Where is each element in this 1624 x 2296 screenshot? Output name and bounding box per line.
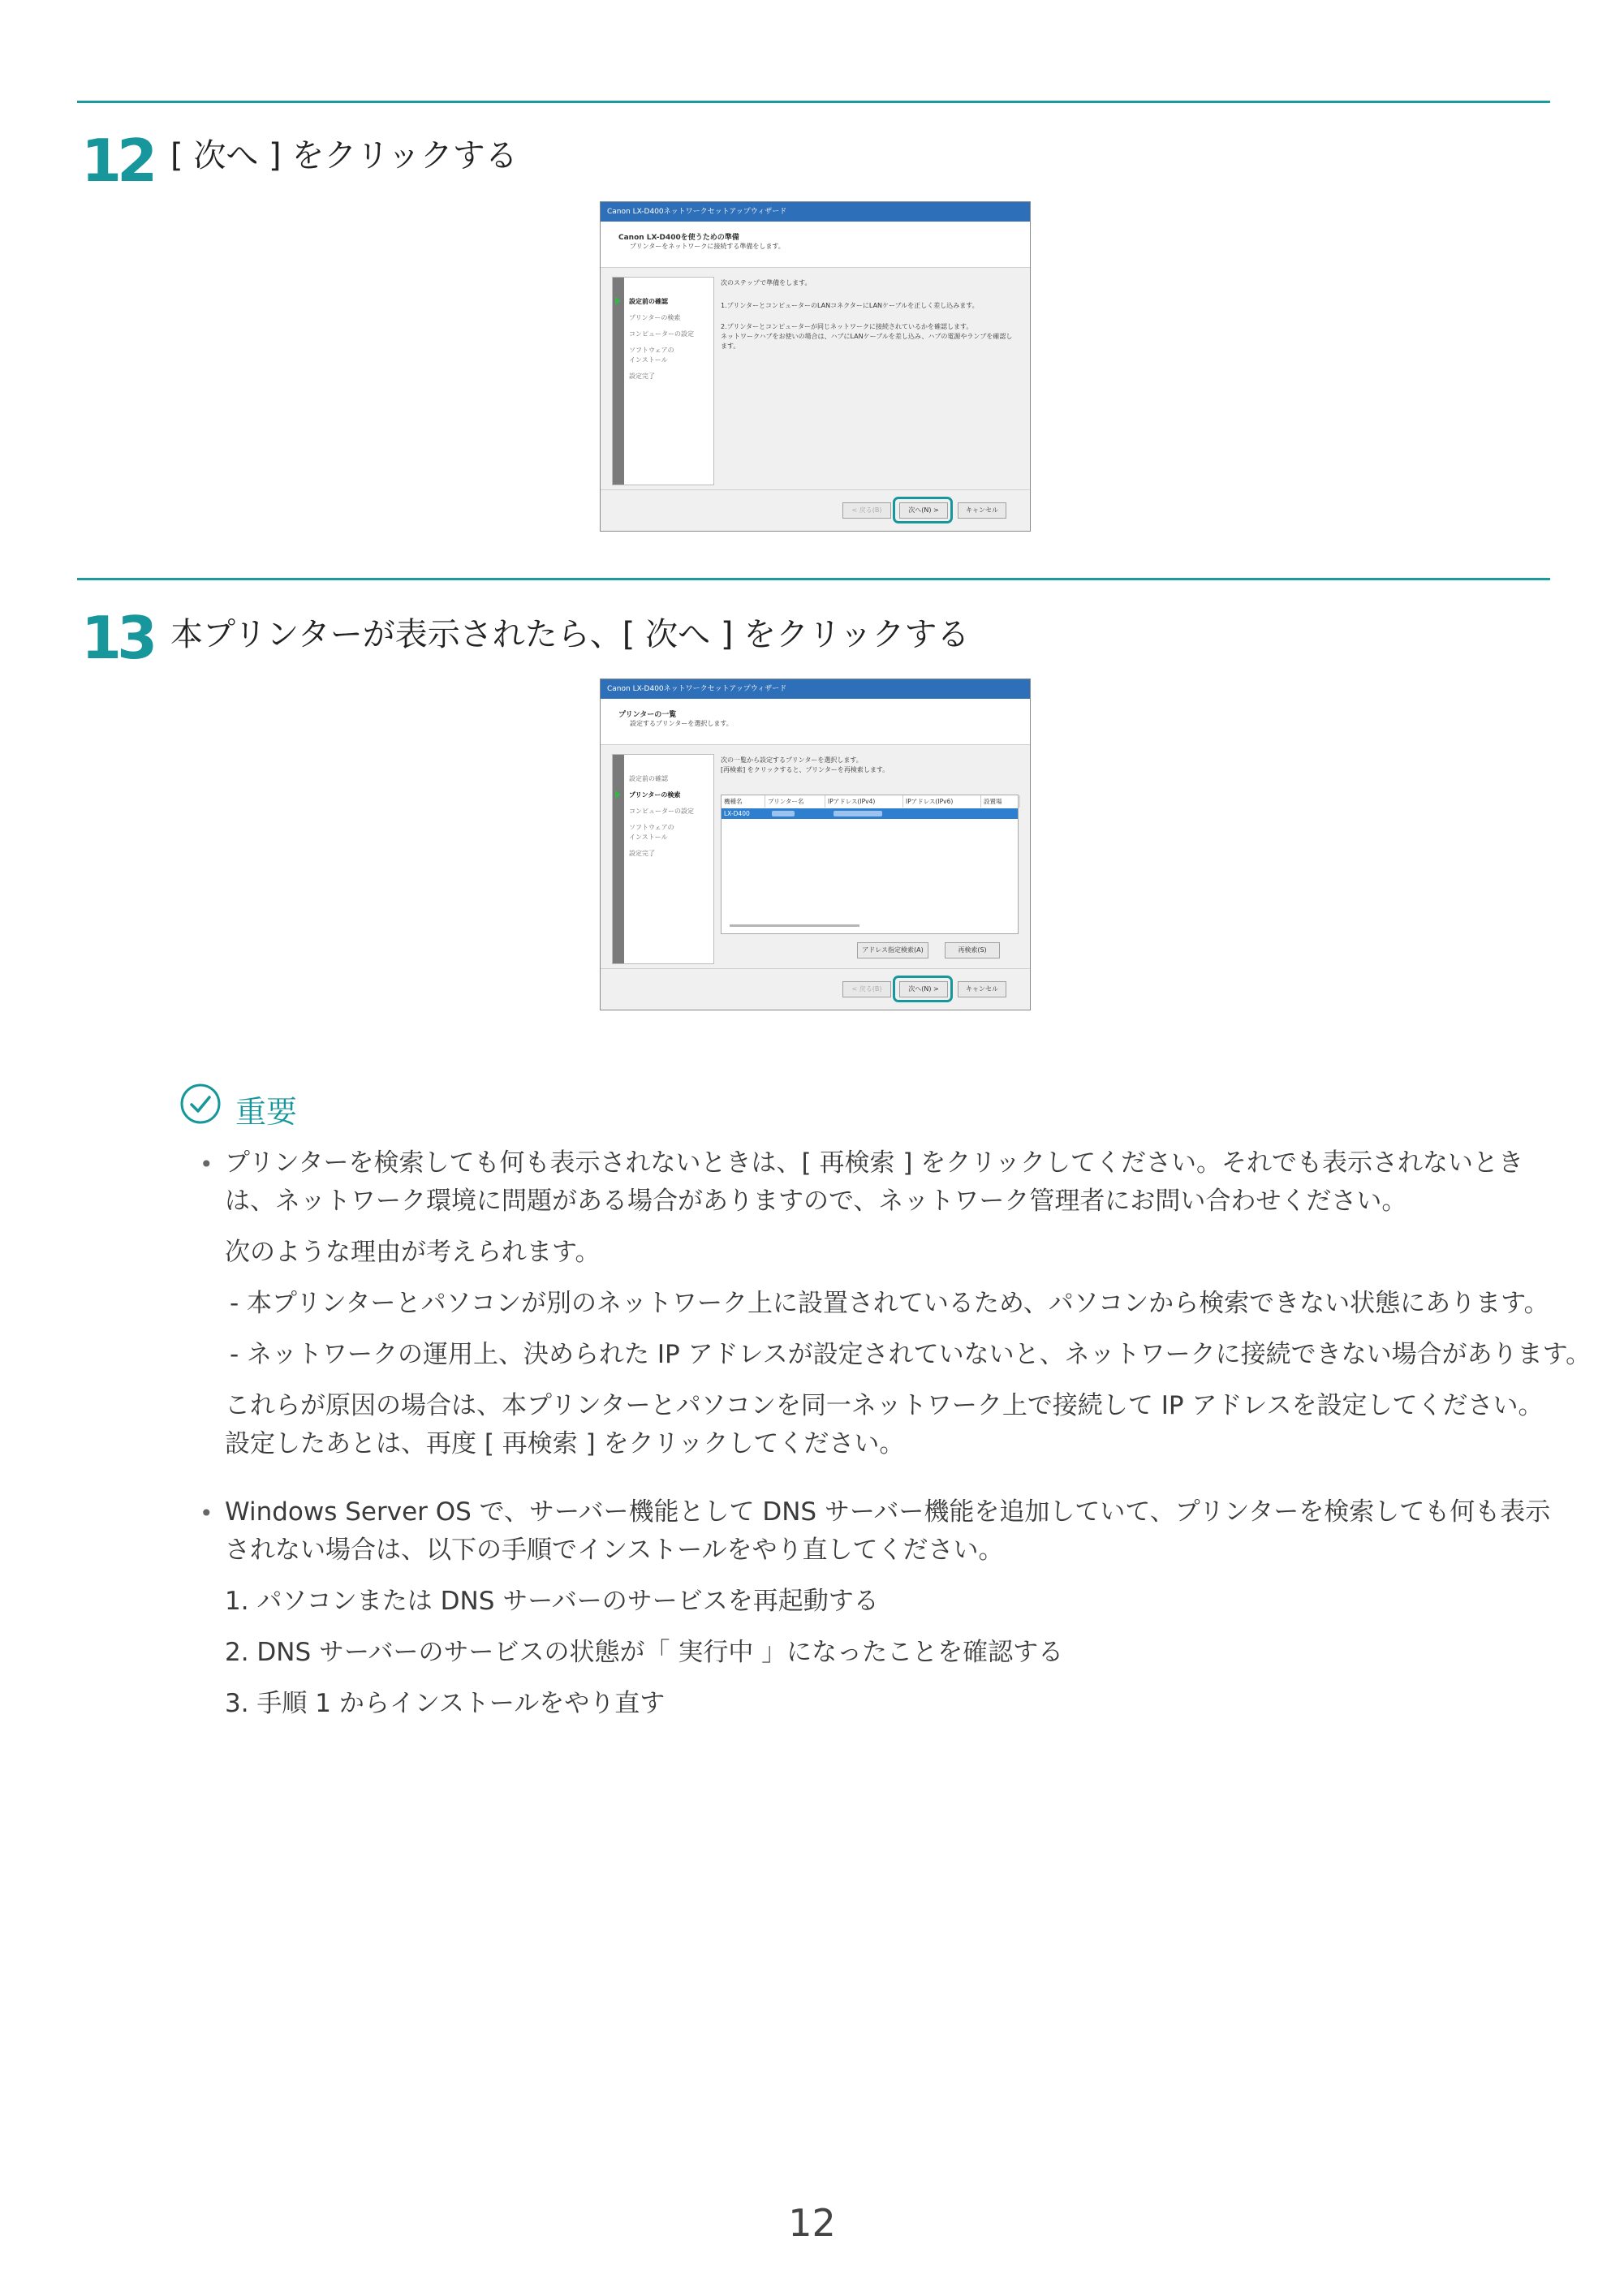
bullet-dot: • xyxy=(200,1151,213,1178)
important-title: 重要 xyxy=(235,1094,298,1130)
note-line: 次のような理由が考えられます。 xyxy=(225,1238,601,1267)
note-line: - 本プリンターとパソコンが別のネットワーク上に設置されているため、パソコンから検索できない状態にあります。 xyxy=(230,1289,1549,1318)
step-number-13: 13 xyxy=(81,604,153,672)
note-line: は、ネットワーク環境に問題がある場合がありますので、ネットワーク管理者にお問い合わせください。 xyxy=(225,1187,1407,1216)
note-line: これらが原因の場合は、本プリンターとパソコンを同一ネットワーク上で接続して IP アドレスを設定してください。 xyxy=(225,1391,1544,1420)
body-line: 1.プリンターとコンピューターのLANコネクターにLANケーブルを正しく差し込みます。 xyxy=(721,302,979,309)
printer-row-selected[interactable] xyxy=(722,808,1018,819)
wizard-step-item: 設定完了 xyxy=(629,850,655,857)
dialog-body xyxy=(721,277,1019,485)
wizard-step-item: コンピューターの設定 xyxy=(629,330,694,338)
wizard-step-item: 設定前の確認 xyxy=(629,775,668,782)
note-line: Windows Server OS で、サーバー機能として DNS サーバー機能を追加していて、プリンターを検索しても何も表示 xyxy=(225,1497,1551,1527)
column-header[interactable]: 機種名 xyxy=(722,795,765,808)
wizard-step-item: インストール xyxy=(629,834,668,841)
wizard-step-item: インストール xyxy=(629,356,668,364)
next-button[interactable]: 次へ(N) > xyxy=(899,981,948,997)
dialog-titlebar: Canon LX-D400ネットワークセットアップウィザード xyxy=(601,202,1030,222)
page-number: 12 xyxy=(788,2201,836,2245)
note-line: - ネットワークの運用上、決められた IP アドレスが設定されていないと、ネットワークに接続できない場合があります。 xyxy=(230,1340,1592,1369)
note-line: 3. 手順 1 からインストールをやり直す xyxy=(225,1689,666,1718)
step-12-instruction: [ 次へ ] をクリックする xyxy=(170,137,518,174)
research-button[interactable]: 再検索(S) xyxy=(945,942,1000,958)
note-line: されない場合は、以下の手順でインストールをやり直してください。 xyxy=(225,1536,1004,1565)
wizard-step-item: 設定完了 xyxy=(629,373,655,380)
back-button[interactable]: < 戻る(B) xyxy=(842,981,891,997)
wizard-step-bar xyxy=(613,755,624,963)
cancel-button[interactable]: キャンセル xyxy=(958,502,1006,519)
dialog-header xyxy=(601,222,1030,268)
dialog-body xyxy=(721,754,1019,964)
cancel-button[interactable]: キャンセル xyxy=(958,981,1006,997)
wizard-step-list xyxy=(612,754,714,964)
dialog-header-sub: 設定するプリンターを選択します。 xyxy=(630,720,733,727)
dialog-header-sub: プリンターをネットワークに接続する準備をします。 xyxy=(630,243,785,250)
dialog-footer xyxy=(601,489,1030,531)
next-button[interactable]: 次へ(N) > xyxy=(899,502,948,519)
body-line: 2.プリンターとコンピューターが同じネットワークに接続されているかを確認します。 xyxy=(721,323,973,330)
dialog-footer xyxy=(601,968,1030,1010)
body-line: 次の一覧から設定するプリンターを選択します。 xyxy=(721,756,863,764)
back-button[interactable]: < 戻る(B) xyxy=(842,502,891,519)
step-number-12: 12 xyxy=(81,127,153,195)
address-search-button[interactable]: アドレス指定検索(A) xyxy=(857,942,928,958)
wizard-step-item: ソフトウェアの xyxy=(629,347,674,354)
section-divider-13 xyxy=(77,578,1550,580)
section-divider-12 xyxy=(77,101,1550,103)
body-line: [再検索] をクリックすると、プリンターを再検索します。 xyxy=(721,766,890,773)
wizard-step-item: ソフトウェアの xyxy=(629,824,674,831)
next-button-highlight xyxy=(893,976,953,1002)
printer-list-table[interactable] xyxy=(721,795,1019,934)
bullet-dot: • xyxy=(200,1500,213,1527)
current-step-arrow-icon xyxy=(615,297,621,305)
column-header[interactable]: IPアドレス(IPv6) xyxy=(903,795,981,808)
check-circle-icon xyxy=(179,1083,222,1125)
dialog-header-main: プリンターの一覧 xyxy=(618,711,677,719)
wizard-step-item: プリンターの検索 xyxy=(629,791,681,799)
dialog-screenshot-step12 xyxy=(600,201,1031,532)
redacted-ip-address xyxy=(834,811,882,816)
body-line: ネットワークハブをお使いの場合は、ハブにLANケーブルを差し込み、ハブの電源やランプを確認し xyxy=(721,333,1013,340)
redacted-printer-name xyxy=(772,811,795,816)
wizard-step-item: 設定前の確認 xyxy=(629,298,668,305)
dialog-header-main: Canon LX-D400を使うための準備 xyxy=(618,234,739,242)
dialog-screenshot-step13 xyxy=(600,678,1031,1010)
next-button-highlight xyxy=(893,497,953,523)
column-header[interactable]: IPアドレス(IPv4) xyxy=(825,795,903,808)
step-13-instruction: 本プリンターが表示されたら、[ 次へ ] をクリックする xyxy=(170,616,970,653)
note-line: プリンターを検索しても何も表示されないときは、[ 再検索 ] をクリックしてください。それでも表示されないとき xyxy=(225,1148,1524,1178)
column-header[interactable]: 設置場 xyxy=(981,795,1020,808)
wizard-step-item: プリンターの検索 xyxy=(629,314,681,321)
horizontal-scrollbar[interactable] xyxy=(730,924,859,927)
dialog-header xyxy=(601,699,1030,745)
note-line: 設定したあとは、再度 [ 再検索 ] をクリックしてください。 xyxy=(225,1429,905,1458)
body-line: ます。 xyxy=(721,342,740,350)
dialog-titlebar: Canon LX-D400ネットワークセットアップウィザード xyxy=(601,679,1030,699)
wizard-step-item: コンピューターの設定 xyxy=(629,808,694,815)
printer-model: LX-D400 xyxy=(724,810,750,817)
current-step-arrow-icon xyxy=(615,790,621,799)
wizard-step-list xyxy=(612,277,714,485)
body-line: 次のステップで準備をします。 xyxy=(721,279,812,286)
wizard-step-bar xyxy=(613,278,624,485)
column-header[interactable]: プリンター名 xyxy=(765,795,825,808)
note-line: 1. パソコンまたは DNS サーバーのサービスを再起動する xyxy=(225,1587,879,1616)
note-line: 2. DNS サーバーのサービスの状態が「 実行中 」になったことを確認する xyxy=(225,1638,1064,1667)
